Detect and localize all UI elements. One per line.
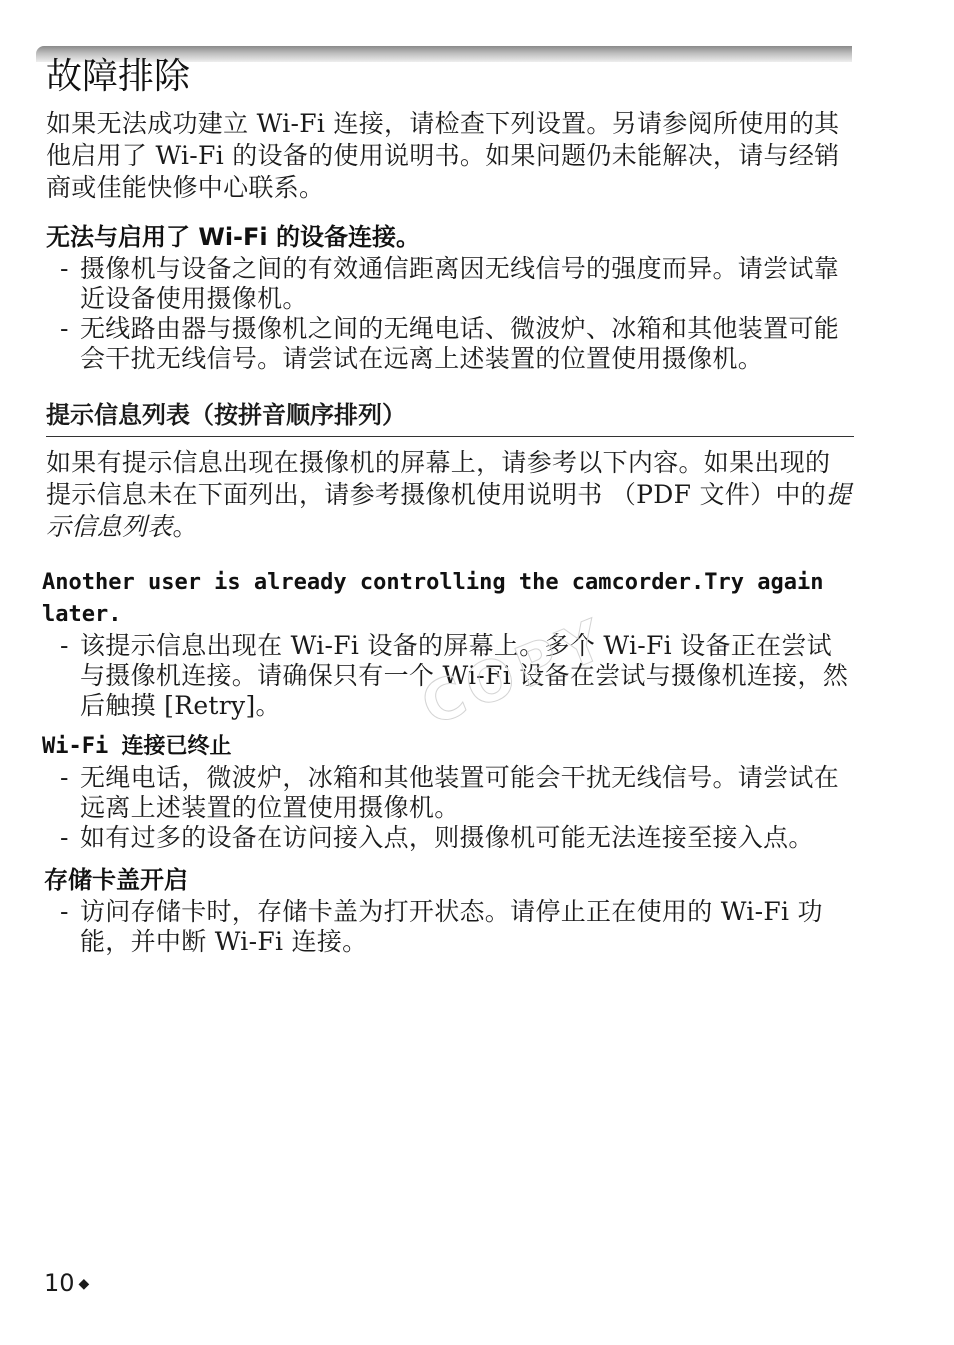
messages-intro-paragraph: 如果有提示信息出现在摄像机的屏幕上，请参考以下内容。如果出现的提示信息未在下面列出，请参考摄像机使用说明书 （PDF 文件）中的提示信息列表。 — [46, 448, 852, 541]
message-list-wifi-terminated — [46, 763, 854, 853]
list-item: - 访问存储卡时，存储卡盖为打开状态。请停止正在使用的 Wi-Fi 功能，并中断 Wi-Fi 连接。 — [60, 897, 823, 956]
message-list-reference: 提示信息列表 — [46, 480, 852, 541]
message-heading-card-cover: 存储卡盖开启 — [44, 866, 188, 894]
page-number: 10 ◆ — [44, 1269, 90, 1297]
bullet-dash: - — [60, 314, 69, 343]
bullet-dash: - — [60, 763, 69, 792]
message-list-another-user — [46, 631, 854, 721]
list-item: - 如有过多的设备在访问接入点，则摄像机可能无法连接至接入点。 — [60, 823, 814, 852]
diamond-icon: ◆ — [78, 1276, 90, 1292]
list-item: - 摄像机与设备之间的有效通信距离因无线信号的强度而异。请尝试靠近设备使用摄像机。 — [60, 254, 840, 313]
intro-paragraph: 如果无法成功建立 Wi-Fi 连接，请检查下列设置。另请参阅所使用的其他启用了 Wi-Fi 的设备的使用说明书。如果问题仍未能解决，请与经销商或佳能快修中心联系。 — [46, 109, 840, 202]
copy-watermark: COPY — [412, 605, 618, 740]
messages-section-heading: 提示信息列表（按拼音顺序排列） — [46, 398, 854, 437]
bullet-dash: - — [60, 254, 69, 283]
list-item: - 无绳电话，微波炉，冰箱和其他装置可能会干扰无线信号。请尝试在远离上述装置的位置使用摄像机。 — [60, 763, 840, 822]
connection-issue-list — [46, 254, 854, 374]
message-heading-another-user: Another user is already controlling the camcorder.Try again later. — [42, 570, 824, 627]
message-heading-wifi-terminated: Wi-Fi 连接已终止 — [42, 734, 232, 759]
list-item: - 该提示信息出现在 Wi-Fi 设备的屏幕上。多个 Wi-Fi 设备正在尝试与摄像机连接。请确保只有一个 Wi-Fi 设备在尝试与摄像机连接，然后触摸 [Retry]。 — [60, 631, 849, 720]
bullet-dash: - — [60, 631, 69, 660]
page-title: 故障排除 — [46, 56, 191, 97]
message-list-card-cover — [46, 897, 854, 957]
list-item: - 无线路由器与摄像机之间的无绳电话、微波炉、冰箱和其他装置可能会干扰无线信号。请尝试在远离上述装置的位置使用摄像机。 — [60, 314, 840, 373]
main-content — [42, 108, 854, 957]
connection-issue-heading: 无法与启用了 Wi-Fi 的设备连接。 — [46, 223, 420, 251]
bullet-dash: - — [60, 823, 69, 852]
bullet-dash: - — [60, 897, 69, 926]
